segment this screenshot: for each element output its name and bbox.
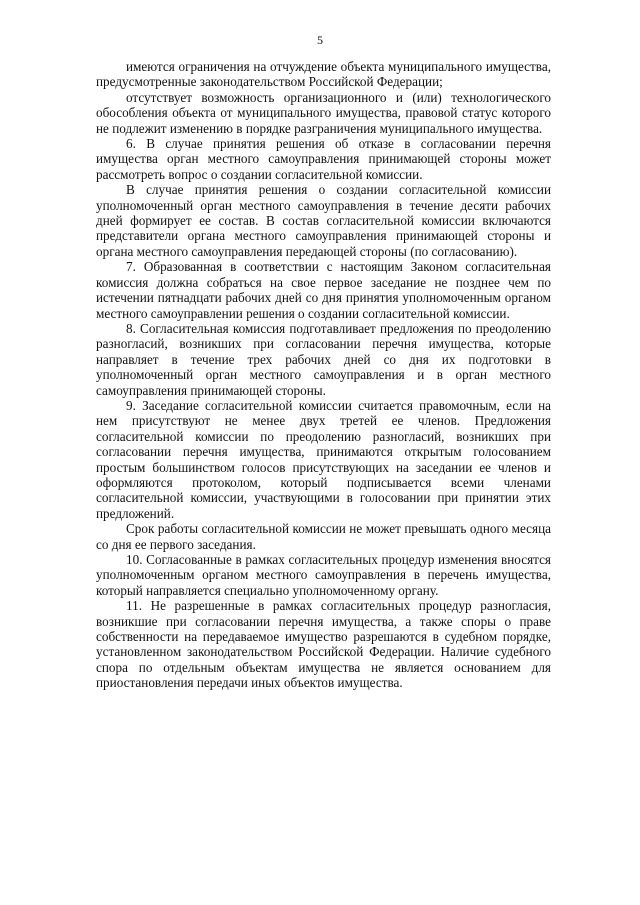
- paragraph-clause-8: 8. Согласительная комиссия подготавливает предложения по преодолению разногласий, возникших при согласовании перечня имущества, которые направляет в течение трех рабочих дней со дня их подготовки в уполномоченный орган местного самоуправления и в орган местного самоуправления принимающей стороны.: [96, 320, 551, 398]
- paragraph-clause-11: 11. Не разрешенные в рамках согласительных процедур разногласия, возникшие при согласовании перечня имущества, а также споры о праве собственности на передаваемое имущество разрешаются в судебном порядке, установленном законодательством Российской Федерации. Наличие судебного спора по отдельным объектам имущества не является основанием для приостановления передачи иных объектов имущества.: [96, 598, 551, 691]
- document-body: [96, 59, 551, 691]
- paragraph: В случае принятия решения о создании согласительной комиссии уполномоченный орган местного самоуправления в течение десяти рабочих дней формирует ее состав. В состав согласительной комиссии включаются представители органа местного самоуправления принимающей стороны и органа местного самоуправления передающей стороны (по согласованию).: [96, 182, 551, 259]
- paragraph: имеются ограничения на отчуждение объекта муниципального имущества, предусмотренные законодательством Российской Федерации;: [96, 59, 551, 90]
- paragraph: отсутствует возможность организационного и (или) технологического обособления объекта от муниципального имущества, правовой статус которого не подлежит изменению в порядке разграничения муниципального имущества.: [96, 89, 551, 136]
- paragraph-clause-6: 6. В случае принятия решения об отказе в согласовании перечня имущества орган местного самоуправления принимающей стороны может рассмотреть вопрос о создании согласительной комиссии.: [96, 136, 551, 182]
- paragraph-clause-10: 10. Согласованные в рамках согласительных процедур изменения вносятся уполномоченным органом местного самоуправления в перечень имущества, который направляется специально уполномоченному органу.: [96, 552, 551, 598]
- paragraph-clause-7: 7. Образованная в соответствии с настоящим Законом согласительная комиссия должна собраться на свое первое заседание не позднее чем по истечении пятнадцати рабочих дней со дня принятия уполномоченным органом местного самоуправлении решения о создании согласительной комиссии.: [96, 259, 551, 321]
- page-number: 5: [317, 33, 323, 47]
- paragraph: Срок работы согласительной комиссии не может превышать одного месяца со дня ее первого заседания.: [96, 521, 551, 552]
- paragraph-clause-9: 9. Заседание согласительной комиссии считается правомочным, если на нем присутствуют не менее двух третей ее членов. Предложения согласительной комиссии по преодолению разногласий, возникших при согласовании перечня имущества, принимаются открытым голосованием простым большинством голосов присутствующих на заседании ее членов и оформляются протоколом, который подписывается всеми членами согласительной комиссии, участвующими в голосовании при принятии этих предложений.: [96, 397, 551, 521]
